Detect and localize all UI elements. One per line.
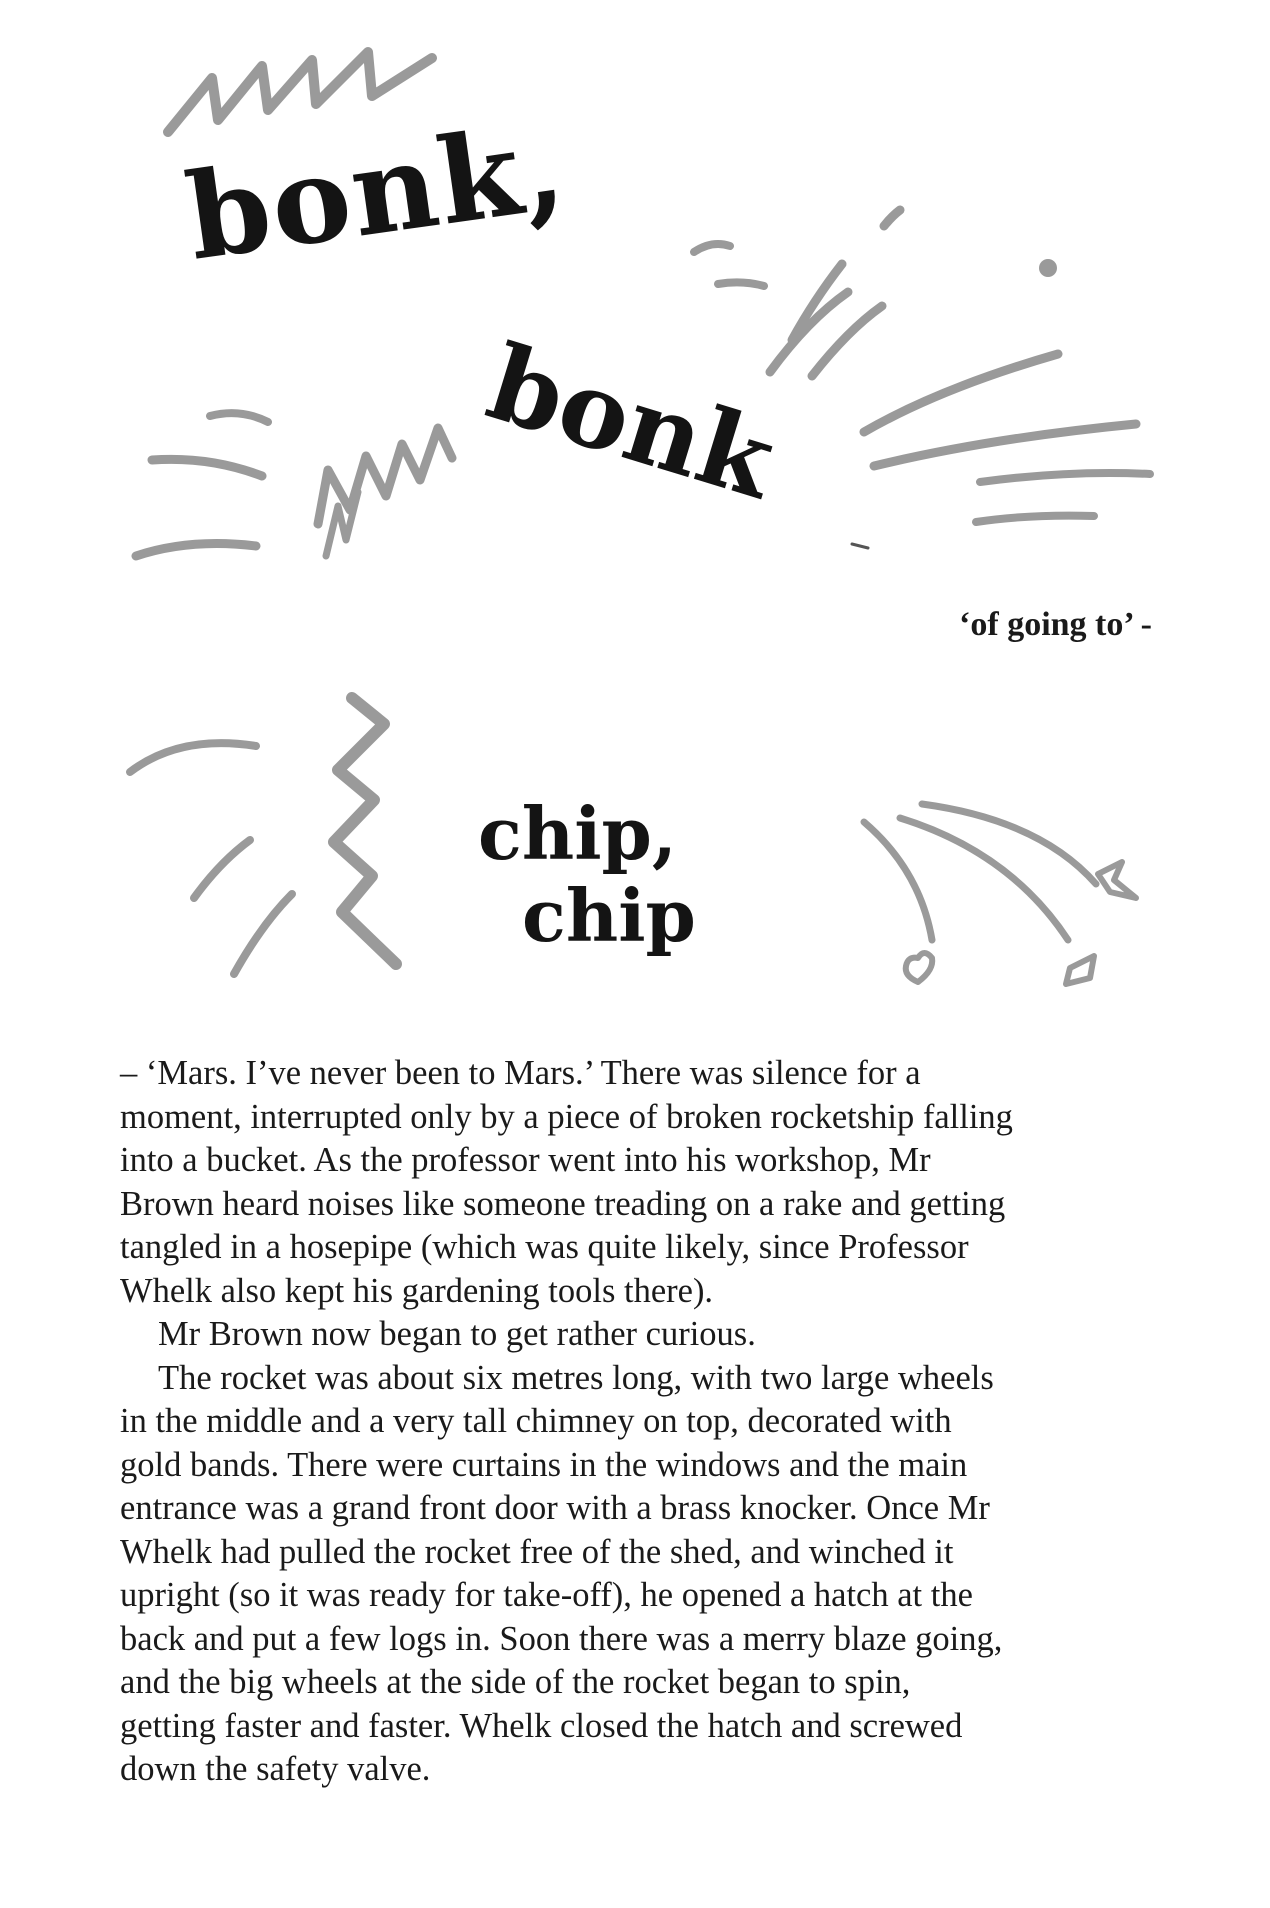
body-paragraphs bbox=[120, 1052, 1170, 1792]
text-line: upright (so it was ready for take-off), he opened a hatch at the bbox=[120, 1576, 973, 1614]
text-line: tangled in a hosepipe (which was quite likely, since Professor bbox=[120, 1228, 969, 1266]
swoosh-stroke bbox=[152, 459, 262, 476]
swoosh-stroke bbox=[210, 413, 268, 422]
text-line: and the big wheels at the side of the rocket began to spin, bbox=[120, 1663, 911, 1701]
text-line: into a bucket. As the professor went into his workshop, Mr bbox=[120, 1141, 931, 1179]
swoosh-stroke bbox=[694, 244, 730, 252]
swoosh-stroke bbox=[136, 544, 256, 556]
text-line: down the safety valve. bbox=[120, 1750, 431, 1788]
swoosh-stroke bbox=[130, 743, 256, 772]
aside-quote: ‘of going to’ - bbox=[959, 606, 1152, 643]
swoosh-stroke bbox=[234, 894, 292, 974]
sound-effect-chip-first: chip, bbox=[478, 791, 677, 876]
diamond-shape-stroke bbox=[1066, 956, 1094, 984]
text-line: entrance was a grand front door with a brass knocker. Once Mr bbox=[120, 1489, 990, 1527]
heart-shape-stroke bbox=[906, 953, 932, 982]
text-line: The rocket was about six metres long, with two large wheels bbox=[158, 1358, 994, 1397]
swoosh-stroke bbox=[718, 282, 764, 286]
swoosh-stroke bbox=[874, 424, 1136, 466]
swoosh-stroke bbox=[980, 473, 1150, 482]
swoosh-stroke bbox=[864, 822, 932, 940]
text-line: back and put a few logs in. Soon there was a merry blaze going, bbox=[120, 1619, 1003, 1658]
text-line: gold bands. There were curtains in the windows and the main bbox=[120, 1445, 968, 1484]
text-line: Whelk had pulled the rocket free of the shed, and winched it bbox=[120, 1532, 954, 1571]
text-line: Whelk also kept his gardening tools there). bbox=[120, 1271, 714, 1310]
swoosh-stroke bbox=[884, 210, 900, 226]
text-line: Mr Brown now began to get rather curious. bbox=[158, 1315, 756, 1353]
sound-effect-chip-second: chip bbox=[522, 873, 696, 958]
swoosh-stroke bbox=[194, 840, 250, 898]
sound-effect-bonk-second: bonk bbox=[474, 320, 789, 523]
dot-stroke bbox=[1039, 259, 1057, 277]
zigzag-stroke-large bbox=[334, 698, 396, 964]
text-line: Brown heard noises like someone treading on a rake and getting bbox=[120, 1184, 1006, 1223]
swoosh-stroke bbox=[864, 354, 1058, 432]
sound-effect-bonk-first: bonk, bbox=[178, 96, 574, 287]
text-line: getting faster and faster. Whelk closed the hatch and screwed bbox=[120, 1706, 963, 1745]
text-line: moment, interrupted only by a piece of broken rocketship falling bbox=[120, 1097, 1013, 1136]
swoosh-stroke bbox=[976, 516, 1094, 522]
text-line: in the middle and a very tall chimney on top, decorated with bbox=[120, 1402, 952, 1440]
arrow-shape-stroke bbox=[1098, 862, 1136, 898]
swoosh-stroke bbox=[852, 544, 868, 548]
text-line: – ‘Mars. I’ve never been to Mars.’ There was silence for a bbox=[120, 1054, 921, 1092]
